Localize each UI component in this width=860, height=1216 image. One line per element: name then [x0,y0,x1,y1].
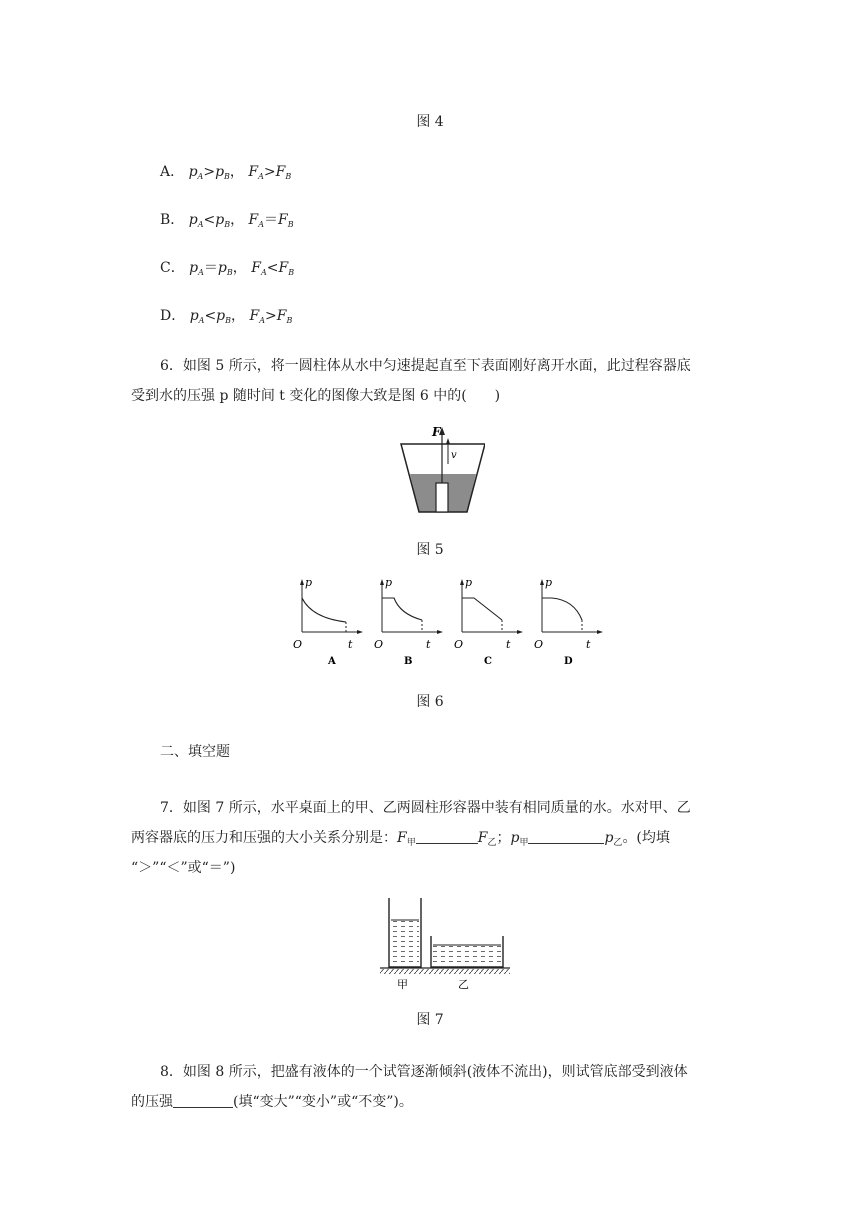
water-yi [433,945,501,966]
graph-a-label: A [328,656,336,667]
option-b-p-relation: < [203,212,216,228]
graph-a-y-label: p [305,576,313,589]
graph-d-x-label: t [586,638,591,651]
graph-b-label: B [404,656,413,667]
figure-7-caption: 图 7 [416,1012,444,1028]
force-symbol: F [397,830,407,846]
graph-c-label: C [484,656,492,667]
question-7-line-3: “＞”“＜”或“＝”) [131,860,236,876]
velocity-arrow-head [446,438,450,444]
graph-c [454,576,523,667]
graph-d [534,576,603,667]
graph-d-label: D [564,656,573,667]
option-b[interactable]: B． $p_A<p_B$， $F_A=F_B$ [160,212,294,229]
section-2-heading: 二、填空题 [160,744,230,760]
question-7-line-2-text: 两容器底的压力和压强的大小关系分别是： [131,830,397,846]
option-a-p-relation: > [203,164,216,180]
force-symbol-2: F [477,830,488,846]
water-jia [391,920,419,966]
answer-blank-q8[interactable] [173,1093,233,1108]
graph-d-y-label: p [545,576,553,589]
figure-5-caption: 图 5 [416,542,444,558]
graph-a-origin: O [293,638,303,651]
curve-d [542,598,582,620]
question-6-line-2: 受到水的压强 p 随时间 t 变化的图像大致是图 6 中的( ) [131,388,501,404]
pressure-symbol: p [510,830,520,846]
option-c-p-relation: ＝ [203,260,218,276]
graph-c-origin: O [454,638,464,651]
option-d-label: D． [160,308,186,324]
velocity-label: v [451,450,457,461]
option-c[interactable]: C． $p_A=p_B$， $F_A<F_B$ [160,260,295,277]
curve-a [302,598,346,622]
question-7-line-1: 7．如图 7 所示，水平桌面上的甲、乙两圆柱形容器中装有相同质量的水。水对甲、乙 [160,800,691,816]
option-a[interactable]: A． $p_A>p_B$， $F_A>F_B$ [160,164,292,181]
pressure-symbol-2: p [604,830,614,846]
answer-blank-force[interactable] [416,829,478,844]
question-7-line-2 [131,828,670,853]
sub-jia-2: 甲 [519,838,529,848]
option-a-f-relation: > [263,164,276,180]
question-8-line-2-end: (填“变大”“变小”或“不变”)。 [233,1094,413,1110]
figure-6-graphs [290,576,610,670]
question-8-line-1: 8．如图 8 所示，把盛有液体的一个试管逐渐倾斜(液体不流出)，则试管底部受到液体 [160,1064,688,1080]
option-b-f-relation: ＝ [264,212,279,228]
cylinder [436,483,448,512]
sub-yi: 乙 [487,838,497,848]
graph-a [293,576,363,667]
option-d[interactable]: D． $p_A<p_B$， $F_A>F_B$ [160,308,293,325]
graph-c-x-label: t [506,638,511,651]
option-d-f-relation: > [264,308,277,324]
curve-b [382,598,422,620]
graph-a-x-label: t [348,638,353,651]
question-6-line-1: 6．如图 5 所示，将一圆柱体从水中匀速提起直至下表面刚好离开水面，此过程容器底 [160,358,691,374]
curve-c [462,598,502,620]
question-7-line-2-end: 。(均填 [622,830,670,846]
graph-b-x-label: t [426,638,431,651]
graph-b-origin: O [374,638,384,651]
sub-yi-2: 乙 [613,838,623,848]
option-d-p-relation: < [204,308,217,324]
figure-7-diagram [376,894,512,990]
table-hatching [380,969,510,974]
separator: ； [496,830,511,846]
option-b-label: B． [160,212,185,228]
graph-b [374,576,443,667]
sub-jia: 甲 [406,838,416,848]
figure-6-caption: 图 6 [416,694,444,710]
question-8-line-2-text: 的压强 [131,1094,173,1110]
graph-b-y-label: p [385,576,393,589]
figure-5-diagram [395,424,485,516]
option-a-label: A． [160,164,185,180]
force-label: F [432,425,441,439]
question-8-line-2 [131,1092,413,1112]
option-c-label: C． [160,260,185,276]
option-c-f-relation: < [266,260,279,276]
figure-4-caption: 图 4 [416,114,444,130]
answer-blank-pressure[interactable] [528,829,604,844]
label-jia: 甲 [397,978,408,990]
graph-d-origin: O [534,638,544,651]
label-yi: 乙 [458,978,469,990]
graph-c-y-label: p [465,576,473,589]
